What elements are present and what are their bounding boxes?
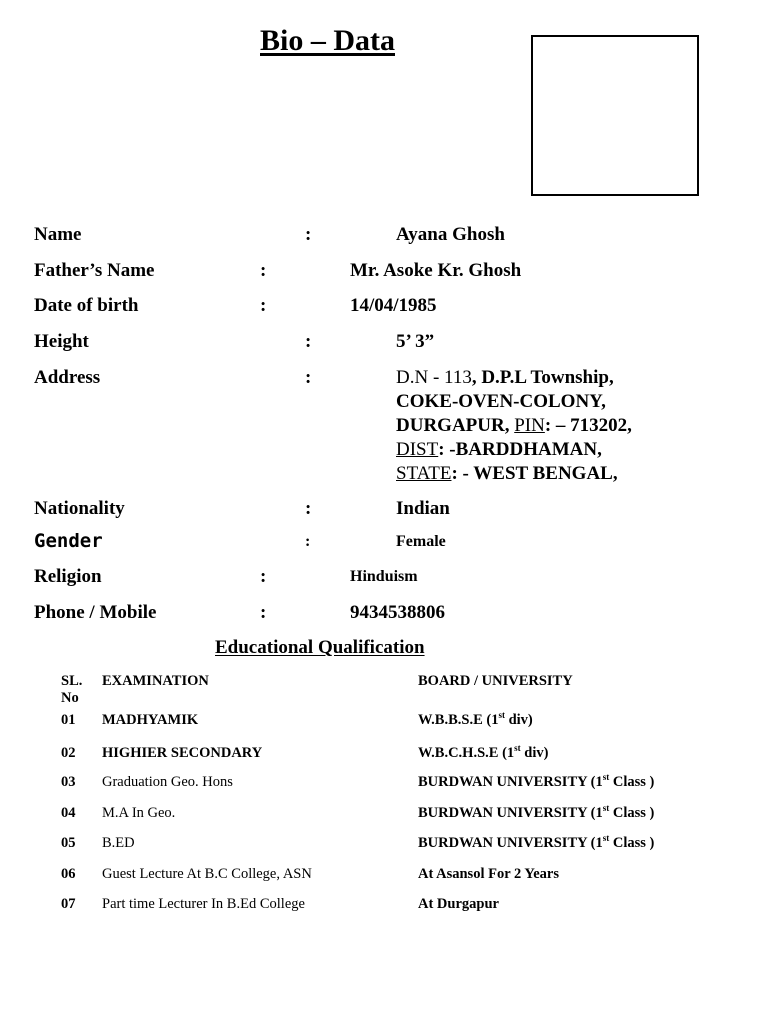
address-label: Address [34,367,101,388]
phone-label: Phone / Mobile [34,602,157,623]
father-name-colon: : [260,260,267,281]
address-line-1: D.N - 113, D.P.L Township, [396,367,614,388]
height-label: Height [34,331,89,352]
gender-value: Female [396,533,446,550]
father-name-label: Father’s Name [34,260,155,281]
phone-colon: : [260,602,267,623]
height-value: 5’ 3” [396,331,435,352]
row-7-exam: Part time Lecturer In B.Ed College [102,896,305,912]
row-1-sl: 01 [61,712,76,728]
education-title: Educational Qualification [215,637,425,658]
nationality-value: Indian [396,498,450,519]
row-3-exam: Graduation Geo. Hons [102,774,233,790]
header-sl-line2: No [61,690,79,706]
row-3-board: BURDWAN UNIVERSITY (1st Class ) [418,772,655,790]
page-title: Bio – Data [260,24,395,57]
row-4-board: BURDWAN UNIVERSITY (1st Class ) [418,803,655,821]
row-2-sl: 02 [61,745,76,761]
row-7-board: At Durgapur [418,896,499,912]
row-2-exam: HIGHIER SECONDARY [102,745,263,761]
dob-label: Date of birth [34,295,139,316]
row-3-sl: 03 [61,774,76,790]
row-6-exam: Guest Lecture At B.C College, ASN [102,866,312,882]
header-sl-line1: SL. [61,673,83,689]
religion-colon: : [260,566,267,587]
height-colon: : [305,331,312,352]
header-sl [61,673,82,707]
religion-value: Hinduism [350,568,418,585]
religion-label: Religion [34,566,102,587]
row-2-board: W.B.C.H.S.E (1st div) [418,743,549,761]
gender-colon: : [305,533,311,550]
address-colon: : [305,367,312,388]
photo-placeholder [531,35,699,196]
name-colon: : [305,224,312,245]
row-4-sl: 04 [61,805,76,821]
address-line-5: STATE: - WEST BENGAL, [396,463,618,484]
nationality-label: Nationality [34,498,125,519]
row-4-exam: M.A In Geo. [102,805,176,821]
phone-value: 9434538806 [350,602,445,623]
gender-label: Gender [34,530,103,552]
row-1-exam: MADHYAMIK [102,712,199,728]
dob-colon: : [260,295,267,316]
dob-value: 14/04/1985 [350,295,437,316]
header-board: BOARD / UNIVERSITY [418,673,573,689]
row-6-sl: 06 [61,866,76,882]
nationality-colon: : [305,498,312,519]
header-examination: EXAMINATION [102,673,209,689]
address-line-2: COKE-OVEN-COLONY, [396,391,606,412]
name-value: Ayana Ghosh [396,224,505,245]
row-5-sl: 05 [61,835,76,851]
name-label: Name [34,224,82,245]
row-6-board: At Asansol For 2 Years [418,866,559,882]
row-7-sl: 07 [61,896,76,912]
father-name-value: Mr. Asoke Kr. Ghosh [350,260,522,281]
address-line-4: DIST: -BARDDHAMAN, [396,439,602,460]
address-line-3: DURGAPUR, PIN: – 713202, [396,415,632,436]
row-5-exam: B.ED [102,835,135,851]
row-1-board: W.B.B.S.E (1st div) [418,710,533,728]
row-5-board: BURDWAN UNIVERSITY (1st Class ) [418,833,655,851]
address-value [396,366,632,486]
